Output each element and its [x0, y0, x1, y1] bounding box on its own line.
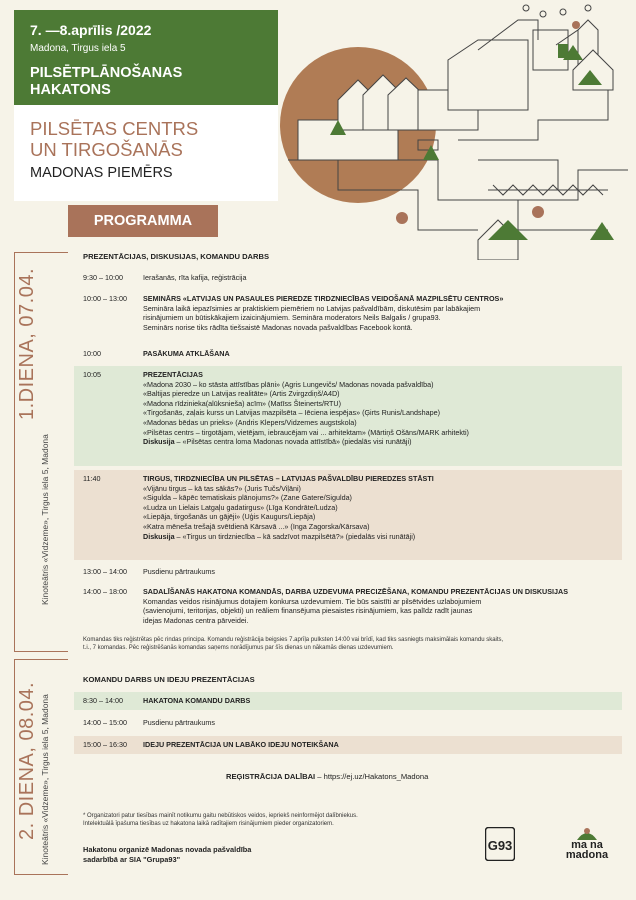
header-green-block [14, 10, 278, 105]
row-time: 15:00 – 16:30 [83, 740, 127, 749]
row-line: «Baltijas pieredze un Latvijas realitāte» (Artis Zvirgzdiņš/A4D) [143, 389, 340, 399]
day1-venue: Kinoteātris «Vidzeme», Tirgus iela 5, Madona [40, 434, 50, 605]
row-line: «Tirgošanās, zaļais kurss un Latvijas mazpilsēta – Iēciena iespējas» (Ģirts Runis/Landshape) [143, 408, 440, 418]
row-line: (savienojumi, teritorijas, objekti) un reāliem finansējuma piesaistes risinājumiem, kas palīdz radīt jaunas [143, 606, 473, 616]
event-title-line1: PILSĒTPLĀNOŠANAS [30, 65, 183, 81]
organizer-line: Hakatonu organizē Madonas novada pašvaldība [83, 845, 252, 854]
schedule-row [74, 345, 622, 362]
schedule-row [74, 583, 622, 631]
registration-note [83, 636, 623, 652]
town-illustration-icon [278, 0, 636, 260]
row-content [143, 294, 614, 332]
row-text: Ierašanās, rīta kafija, reģistrācija [143, 273, 247, 282]
row-line: Seminārs norise tiks rādīta tiešsaistē Madonas novada pašvaldības Facebook kontā. [143, 322, 413, 332]
row-content [143, 474, 614, 541]
discussion-text: – «Pilsētas centra loma Madonas novada attīstībā» (piedalās visi runātāji) [174, 437, 412, 447]
row-text: Pusdienu pārtraukums [143, 718, 215, 727]
row-time: 8:30 – 14:00 [83, 696, 123, 705]
row-time: 14:00 – 15:00 [83, 718, 127, 727]
footnote-line: * Organizatori patur tiesības mainīt notikumu gaitu nebūtiskos veidos, iepriekš neinformējot dalībniekus. [83, 813, 358, 819]
row-line: «Madona 2030 – ko stāsta attīstības plāni» (Agris Lungevičs/ Madonas novada pašvaldība) [143, 379, 434, 389]
schedule-row [74, 563, 622, 580]
note-line: Komandas tiks reģistrētas pēc rindas principa. Komandu reģistrācija beigsies 7.aprīļa pulksten 14:00 vai brīdī, kad tiks sasniegts maksimālais komandu skaits, [83, 637, 504, 643]
day2-venue: Kinoteātris «Vidzeme», Tirgus iela 5, Madona [40, 694, 50, 865]
note-line: t.i., 7 komandas. Pēc reģistrēšanās komandas saņems norādījumus par šīs dienas un nākamās dienas uzdevumiem. [83, 645, 394, 651]
organizer-line: sadarbībā ar SIA "Grupa93" [83, 855, 181, 864]
row-text: Pusdienu pārtraukums [143, 567, 215, 576]
row-time: 10:00 [83, 349, 101, 358]
row-content [143, 370, 614, 447]
program-label: PROGRAMMA [68, 205, 218, 237]
registration-url[interactable]: – https://ej.uz/Hakatons_Madona [315, 772, 429, 781]
row-line: «Sigulda – kāpēc tematiskais plānojums?» (Zane Gatere/Sigulda) [143, 493, 352, 503]
footnote [83, 812, 623, 828]
event-title [30, 65, 182, 99]
schedule-row-experience [74, 470, 622, 560]
madona-logo-line2: madona [565, 849, 609, 861]
g93-logo-icon [485, 827, 515, 861]
row-content [143, 587, 614, 625]
header-subtitle-block [14, 105, 278, 201]
row-time: 10:00 – 13:00 [83, 294, 127, 303]
row-head: PREZENTĀCIJAS [143, 370, 203, 379]
row-line: risinājumiem un būtiskākajiem izaicinājumiem. Semināra moderators Neils Balgalis / grupa93. [143, 313, 441, 323]
schedule-row [74, 714, 622, 731]
row-head: SADALĪŠANĀS HAKATONA KOMANDĀS, DARBA UZDEVUMA PRECIZĒŠANA, KOMANDU PREZENTĀCIJAS UN DISKUSIJAS [143, 587, 569, 596]
row-line: Semināra laikā iepazīsimies ar praktiskiem piemēriem no Latvijas pašvaldībām, diskutēsim par labākajiem [143, 303, 481, 313]
day2-title: 2. DIENA, 08.04. [16, 681, 38, 840]
schedule-row-presentations [74, 366, 622, 466]
row-head: IDEJU PREZENTĀCIJA UN LABĀKO IDEJU NOTEIKŠANA [143, 740, 339, 749]
discussion-text: – «Tirgus un tirdzniecība – kā sadzīvot mazpilsētā?» (piedalās visi runātāji) [174, 531, 416, 541]
row-line: «Katra mēneša trešajā svētdienā Kārsavā ...» (Inga Zagorska/Kārsava) [143, 521, 370, 531]
g93-logo-text: G93 [487, 838, 513, 853]
madona-logo-mark-icon [555, 826, 619, 840]
subtitle [30, 118, 198, 160]
row-head: PASĀKUMA ATKLĀŠANA [143, 349, 230, 358]
row-line: Komandas veidos risinājumus dotajiem konkursa uzdevumiem. Tie būs saistīti ar pilsētvides uzlabojumiem [143, 596, 482, 606]
madona-logo-text [555, 840, 619, 860]
row-time: 11:40 [83, 474, 101, 483]
day2-section-heading: KOMANDU DARBS UN IDEJU PREZENTĀCIJAS [83, 675, 255, 684]
row-time: 9:30 – 10:00 [83, 273, 123, 282]
registration-label: REĢISTRĀCIJA DALĪBAI [226, 772, 316, 781]
row-head: TIRGUS, TIRDZNIECĪBA UN PILSĒTAS – LATVIJAS PAŠVALDĪBU PIEREDZES STĀSTI [143, 474, 434, 483]
schedule-row [74, 290, 622, 342]
row-line: idejas Madonas centra pārveidei. [143, 615, 249, 625]
registration-link[interactable] [226, 772, 428, 781]
row-line: «Madona rīdzinieka(alūksnieša) acīm» (Matīss Šteinerts/RTU) [143, 398, 341, 408]
event-dates: 7. —8.aprīlis /2022 [30, 22, 152, 38]
event-title-line2: HAKATONS [30, 82, 111, 98]
footnote-line: Intelektuālā īpašuma tiesības uz hakatona laikā radītajiem risinājumiem pieder organizatoriem. [83, 821, 334, 827]
schedule-row [74, 269, 622, 286]
row-line: «Madonas bēdas un prieks» (Andris Klepers/Vidzemes augstskola) [143, 417, 357, 427]
row-line: «Ludza un Lielais Latgaļu gadatirgus» (Līga Kondrāte/Ludza) [143, 502, 338, 512]
row-head: SEMINĀRS «LATVIJAS UN PASAULES PIEREDZE TIRDZNIECĪBAS VEIDOŠANĀ MAZPILSĒTU CENTROS» [143, 294, 504, 303]
subtitle-line1: PILSĒTAS CENTRS [30, 118, 199, 139]
row-head: HAKATONA KOMANDU DARBS [143, 696, 251, 705]
discussion-label: Diskusija [143, 437, 175, 447]
madona-logo-icon [555, 826, 619, 862]
row-time: 14:00 – 18:00 [83, 587, 127, 596]
discussion-label: Diskusija [143, 531, 175, 541]
schedule-row [74, 736, 622, 754]
row-line: «Vijānu tirgus – kā tas sākās?» (Juris Tučs/Viļāni) [143, 483, 301, 493]
subtitle-line2: UN TIRGOŠANĀS [30, 139, 183, 160]
row-time: 13:00 – 14:00 [83, 567, 127, 576]
madona-logo-line1: ma na [571, 839, 603, 851]
event-location: Madona, Tirgus iela 5 [30, 43, 126, 54]
row-line: «Pilsētas centrs – tirgotājam, vietējam, iebraucējam vai ... arhitektam» (Mārtiņš Ošāns/MARK arhitekti) [143, 427, 469, 437]
subtitle-madona: MADONAS PIEMĒRS [30, 165, 173, 181]
day1-section-heading: PREZENTĀCIJAS, DISKUSIJAS, KOMANDU DARBS [83, 252, 270, 261]
row-time: 10:05 [83, 370, 101, 379]
organizer-info [83, 845, 303, 865]
schedule-row [74, 692, 622, 710]
day1-title: 1.DIENA, 07.04. [16, 267, 38, 420]
row-line: «Liepāja, tirgošanās un gājēji» (Uģis Kaugurs/Liepāja) [143, 512, 316, 522]
